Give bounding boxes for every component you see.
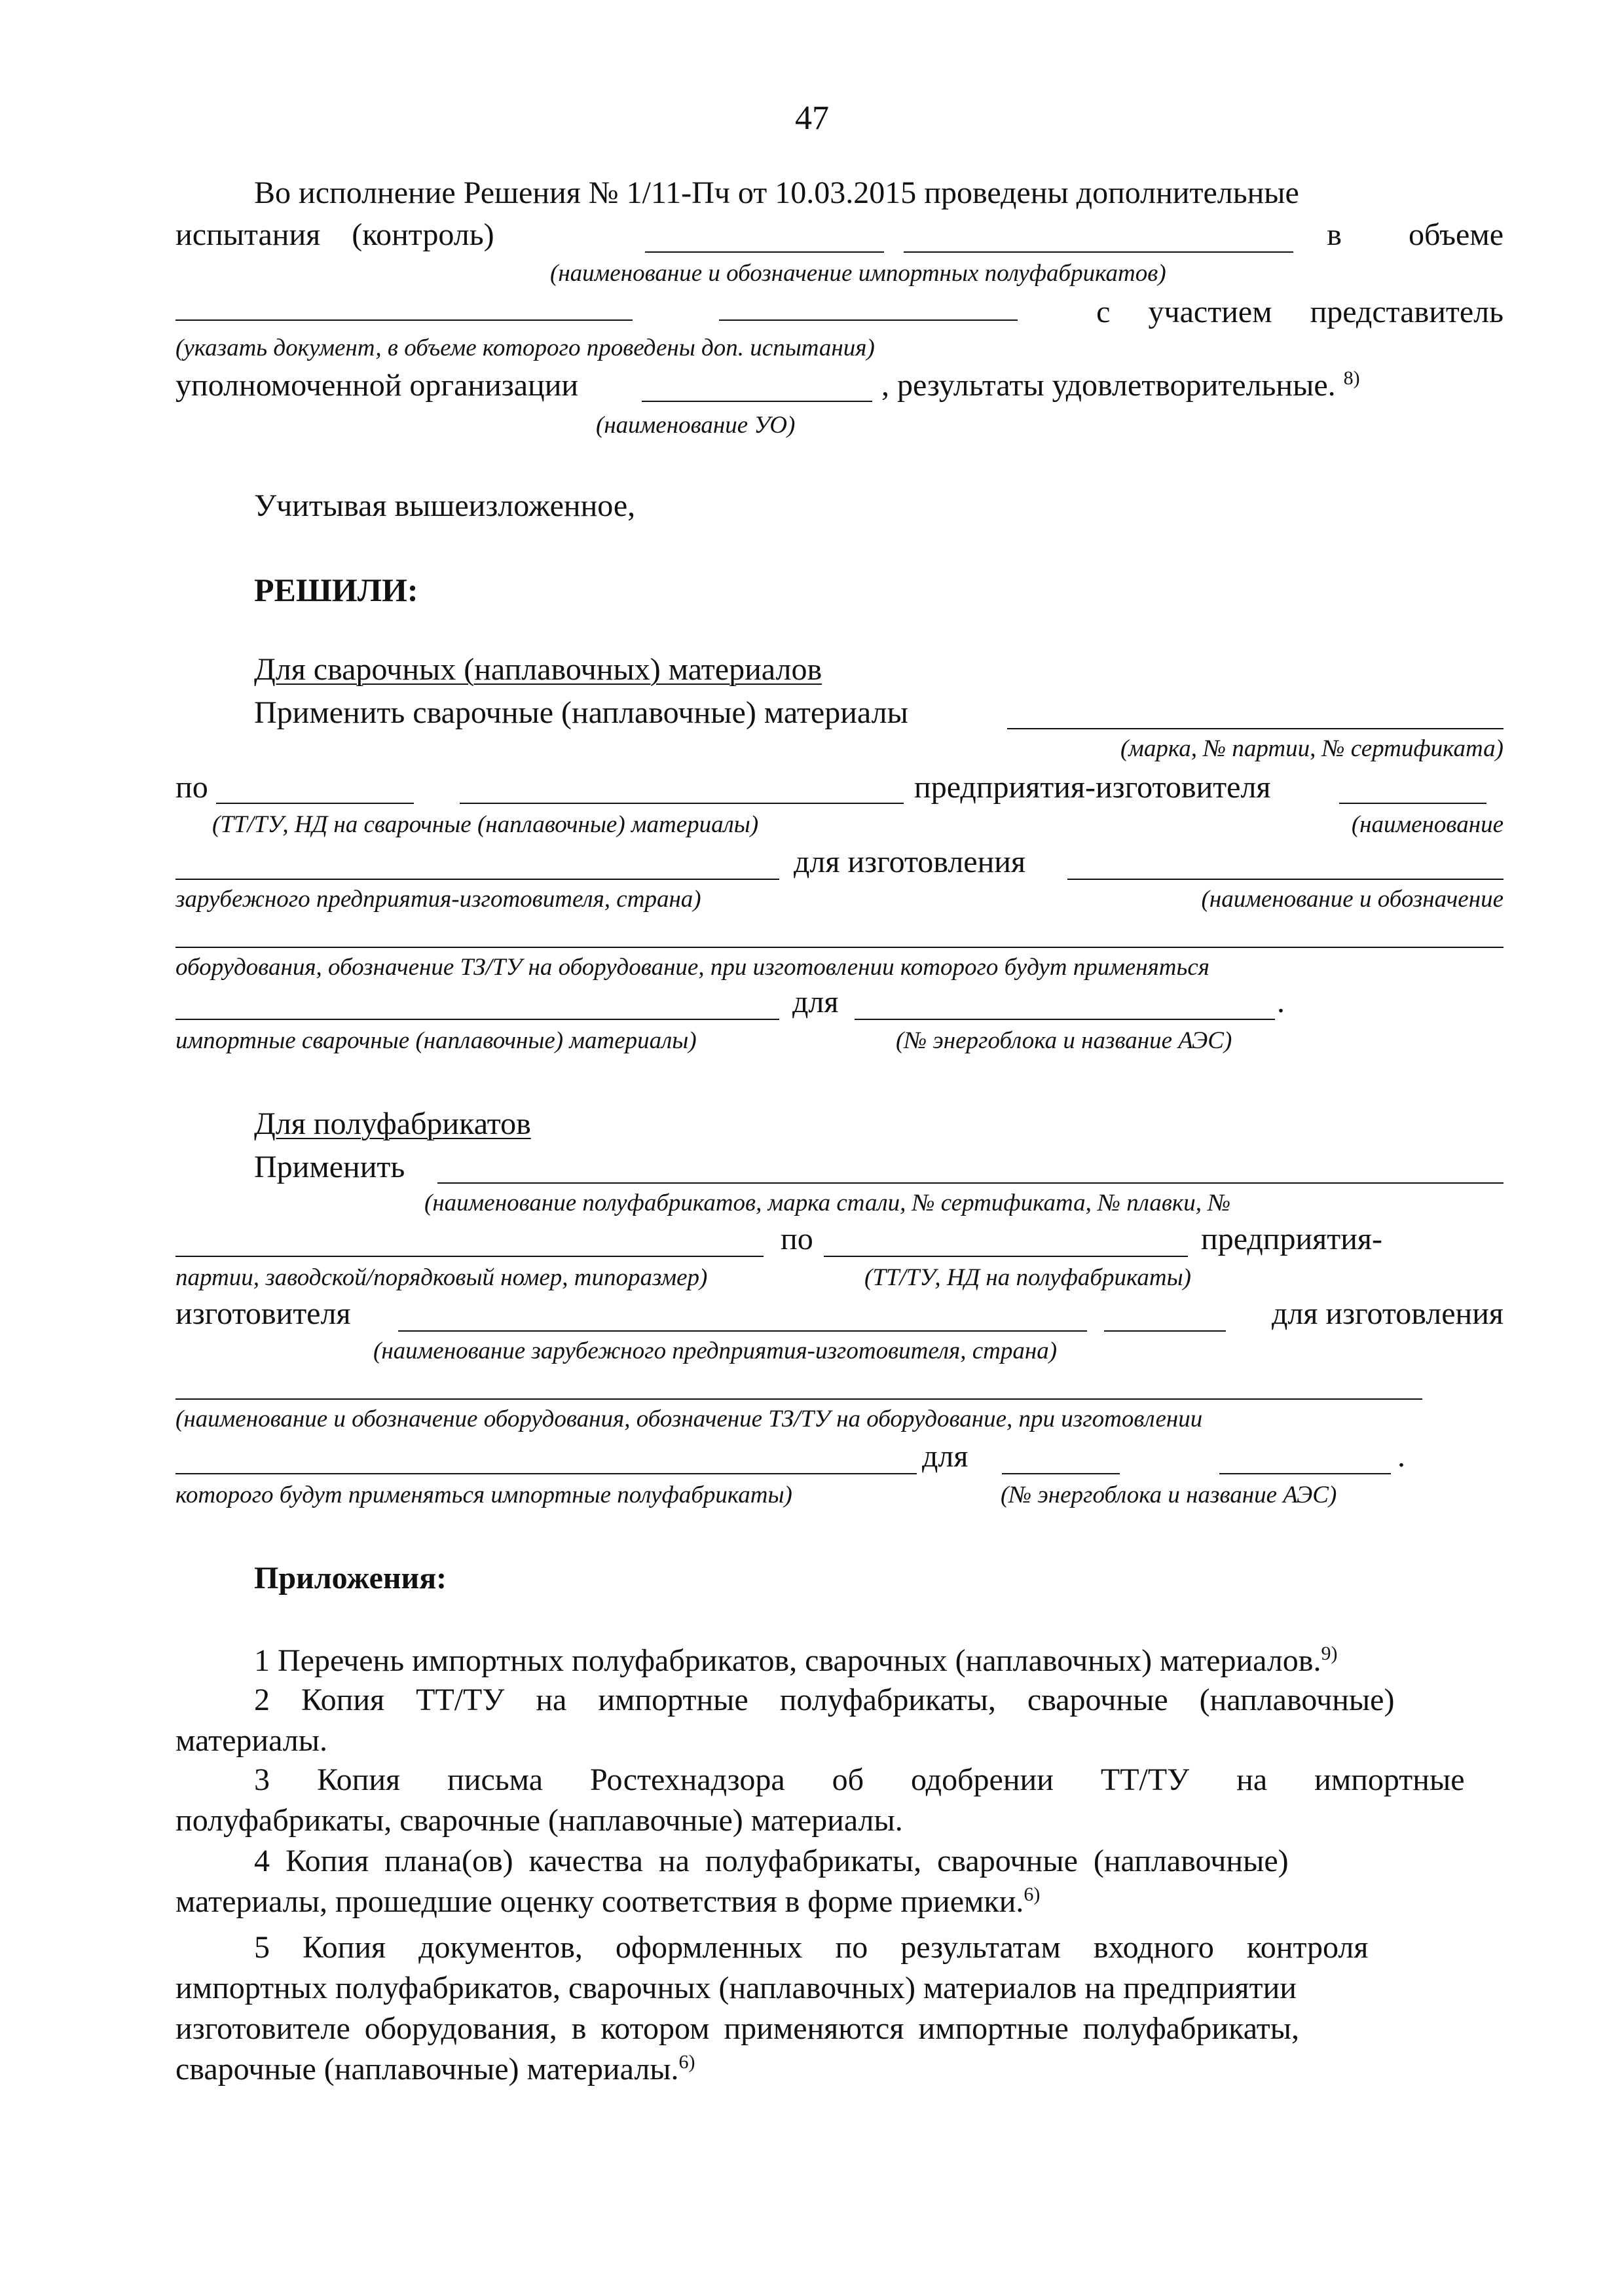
caption-welding-foreign bbox=[175, 885, 1504, 914]
semi-heading: Для полуфабрикатов bbox=[254, 1106, 531, 1141]
welding-text-2b: предприятия-изготовителя bbox=[914, 770, 1271, 805]
welding-text-5a: для bbox=[792, 985, 839, 1019]
caption-semi-products: (наименование полуфабрикатов, марка стали, № сертификата, № плавки, № bbox=[424, 1190, 1231, 1216]
caption-semi-unit-a: которого будут применяться импортные полуфабрикаты) bbox=[175, 1482, 792, 1508]
blank-semi-code[interactable] bbox=[904, 251, 1293, 253]
blank-welding-tt-a[interactable] bbox=[216, 803, 414, 804]
appendix-item-3-line-1: 3 Копия письма Ростехнадзора об одобрении ТТ/ТУ на импортные bbox=[254, 1762, 1465, 1797]
blank-semi-products[interactable] bbox=[437, 1182, 1504, 1184]
caption-welding-tt-a: (ТТ/ТУ, НД на сварочные (наплавочные) материалы) bbox=[212, 811, 759, 838]
blank-welding-grade[interactable] bbox=[1007, 728, 1504, 729]
decided-heading: РЕШИЛИ: bbox=[254, 572, 418, 608]
caption-welding-foreign-a: зарубежного предприятия-изготовителя, страна) bbox=[175, 886, 701, 913]
caption-welding-unit bbox=[175, 1027, 1504, 1055]
footnote-8: 8) bbox=[1343, 367, 1360, 389]
blank-document-b[interactable] bbox=[719, 319, 1018, 321]
blank-welding-equipment-full[interactable] bbox=[175, 947, 1504, 948]
page-number: 47 bbox=[795, 100, 829, 137]
appendix-item-1-text: 1 Перечень импортных полуфабрикатов, сварочных (наплавочных) материалов. bbox=[254, 1643, 1321, 1678]
blank-welding-tt-b[interactable] bbox=[460, 803, 904, 804]
blank-welding-unit[interactable] bbox=[855, 1019, 1275, 1020]
blank-document-a[interactable] bbox=[175, 319, 633, 321]
intro-text-4b-main: , результаты удовлетворительные. bbox=[881, 368, 1336, 403]
caption-semi-batch-b: (ТТ/ТУ, НД на полуфабрикаты) bbox=[864, 1264, 1191, 1291]
blank-semi-equipment[interactable] bbox=[175, 1398, 1422, 1400]
appendix-item-5-line-1: 5 Копия документов, оформленных по результатам входного контроля bbox=[254, 1930, 1369, 1965]
footnote-6a: 6) bbox=[1024, 1884, 1041, 1905]
intro-text-1: Во исполнение Решения № 1/11-Пч от 10.03.2015 проведены дополнительные bbox=[254, 175, 1299, 210]
semi-text-3b: для изготовления bbox=[1271, 1296, 1504, 1331]
appendix-item-4-text-2: материалы, прошедшие оценку соответствия в форме приемки. bbox=[175, 1884, 1024, 1919]
appendix-heading: Приложения: bbox=[254, 1561, 447, 1595]
intro-text-2b: в объеме bbox=[1327, 217, 1504, 252]
appendix-item-2-line-2: материалы. bbox=[175, 1723, 328, 1758]
caption-semi-unit bbox=[175, 1481, 1504, 1510]
caption-welding-unit-b: (№ энергоблока и название АЭС) bbox=[896, 1027, 1232, 1054]
intro-text-4b bbox=[881, 365, 1360, 406]
blank-semi-tt[interactable] bbox=[824, 1256, 1188, 1257]
appendix-item-4-line-2 bbox=[175, 1882, 1504, 1922]
welding-line-3: для изготовления bbox=[794, 845, 1026, 879]
appendix-item-5-line-3: изготовителе оборудования, в котором применяются импортные полуфабрикаты, bbox=[175, 2011, 1299, 2046]
appendix-item-4-line-1: 4 Копия плана(ов) качества на полуфабрикаты, сварочные (наплавочные) bbox=[254, 1844, 1289, 1878]
blank-welding-foreign[interactable] bbox=[175, 879, 779, 880]
caption-welding-unit-a: импортные сварочные (наплавочные) материалы) bbox=[175, 1027, 697, 1054]
welding-line-2 bbox=[175, 767, 1504, 808]
welding-line-1: Применить сварочные (наплавочные) материалы bbox=[254, 695, 908, 730]
intro-line-1 bbox=[254, 173, 1504, 213]
appendix-item-3-line-2: полуфабрикаты, сварочные (наплавочные) материалы. bbox=[175, 1803, 903, 1838]
semi-line-2 bbox=[175, 1219, 1504, 1260]
semi-line-1: Применить bbox=[254, 1150, 405, 1184]
caption-document: (указать документ, в объеме которого проведены доп. испытания) bbox=[175, 335, 875, 361]
blank-welding-maker[interactable] bbox=[1339, 803, 1486, 804]
semi-text-5b: . bbox=[1397, 1439, 1405, 1474]
blank-uo-name[interactable] bbox=[642, 401, 872, 402]
semi-line-3 bbox=[175, 1294, 1504, 1334]
intro-text-3: с участием представитель bbox=[1096, 295, 1504, 329]
welding-text-2a: по bbox=[175, 770, 208, 805]
caption-welding-equipment: оборудования, обозначение ТЗ/ТУ на оборудование, при изготовлении которого будут применяться bbox=[175, 954, 1209, 981]
caption-uo: (наименование УО) bbox=[596, 412, 796, 439]
semi-line-5 bbox=[922, 1436, 1446, 1477]
footnote-9: 9) bbox=[1321, 1643, 1338, 1664]
blank-semi-used[interactable] bbox=[175, 1473, 917, 1474]
appendix-item-5-line-4 bbox=[175, 2049, 1504, 2090]
welding-heading: Для сварочных (наплавочных) материалов bbox=[254, 652, 822, 687]
caption-semi-maker: (наименование зарубежного предприятия-изготовителя, страна) bbox=[373, 1338, 1058, 1364]
caption-semi-name: (наименование и обозначение импортных полуфабрикатов) bbox=[550, 260, 1166, 287]
appendix-item-5-text-4: сварочные (наплавочные) материалы. bbox=[175, 2052, 679, 2086]
caption-welding-tt-b: (наименование bbox=[1351, 811, 1504, 838]
appendix-item-1 bbox=[254, 1641, 1504, 1681]
caption-semi-batch-a: партии, заводской/порядковый номер, типоразмер) bbox=[175, 1264, 708, 1291]
welding-text-5b: . bbox=[1277, 985, 1285, 1019]
caption-welding-foreign-b: (наименование и обозначение bbox=[1201, 886, 1504, 913]
caption-semi-unit-b: (№ энергоблока и название АЭС) bbox=[1001, 1482, 1337, 1508]
appendix-item-2-text-1: 2 Копия ТТ/ТУ на импортные полуфабрикаты, сварочные (наплавочные) bbox=[254, 1683, 1395, 1717]
welding-line-5 bbox=[792, 982, 1316, 1023]
caption-semi-equipment: (наименование и обозначение оборудования, обозначение ТЗ/ТУ на оборудование, при изготовлении bbox=[175, 1406, 1203, 1432]
semi-text-5a: для bbox=[922, 1439, 969, 1474]
intro-text-2a: испытания (контроль) bbox=[175, 217, 494, 252]
blank-welding-materials[interactable] bbox=[175, 1019, 779, 1020]
semi-text-2a: по bbox=[781, 1222, 813, 1256]
footnote-6b: 6) bbox=[678, 2051, 695, 2073]
caption-semi-batch bbox=[175, 1264, 1504, 1292]
intro-line-2 bbox=[175, 215, 1504, 255]
intro-text-4a: уполномоченной организации bbox=[175, 368, 579, 403]
semi-text-3a: изготовителя bbox=[175, 1296, 351, 1331]
caption-welding-grade: (марка, № партии, № сертификата) bbox=[1120, 735, 1504, 762]
blank-welding-equipment[interactable] bbox=[1067, 879, 1504, 880]
appendix-item-2-line-1 bbox=[254, 1680, 1504, 1721]
considering-line: Учитывая вышеизложенное, bbox=[254, 488, 636, 523]
blank-semi-country[interactable] bbox=[1104, 1330, 1226, 1332]
blank-semi-name[interactable] bbox=[645, 251, 884, 253]
blank-semi-maker[interactable] bbox=[398, 1330, 1087, 1332]
intro-line-4 bbox=[175, 365, 1504, 406]
blank-semi-unit-b[interactable] bbox=[1219, 1473, 1391, 1474]
semi-text-2b: предприятия- bbox=[1201, 1222, 1382, 1256]
appendix-item-5-line-2: импортных полуфабрикатов, сварочных (наплавочных) материалов на предприятии bbox=[175, 1971, 1297, 2005]
caption-welding-tt bbox=[175, 811, 1504, 839]
blank-semi-unit-a[interactable] bbox=[1002, 1473, 1120, 1474]
intro-line-3 bbox=[1057, 292, 1504, 333]
